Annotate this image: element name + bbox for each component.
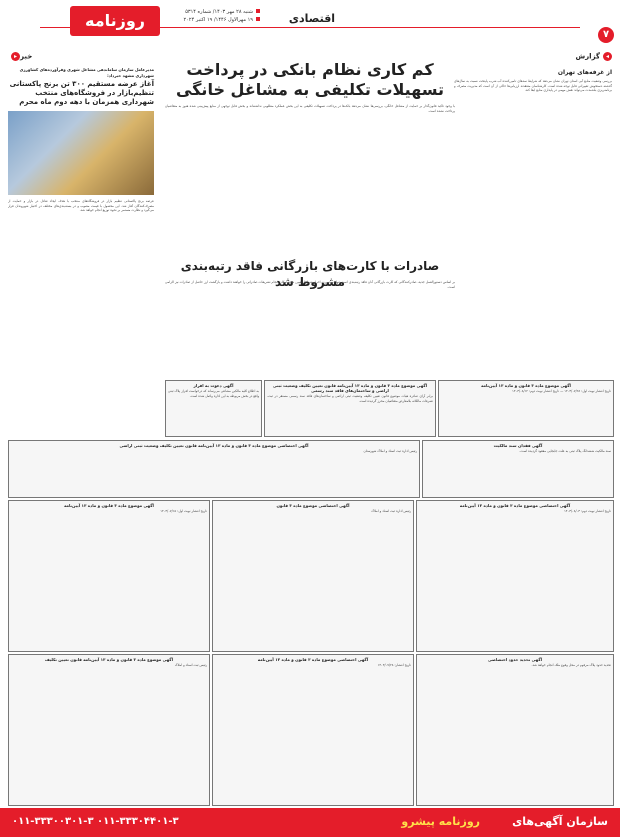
ad-body: تاریخ انتشار نوبت دوم: ۱۴۰۳/۰۸/۰۳ [564, 509, 611, 513]
ad-title: آگهی اختصاصی موضوع ماده ۳ قانون [276, 503, 350, 508]
ad-box [212, 654, 414, 806]
ad-box [8, 500, 210, 652]
ad-title: آگهی اختصاصی موضوع ماده ۳ قانون و ماده ۱۳ آیین‌نامه قانون تعیین تکلیف وضعیت ثبتی اراضی [119, 443, 309, 448]
issue-date [170, 8, 260, 24]
news-headline: آغاز عرضه مستقیم ۳۰۰ تن برنج پاکستانی تنظیم‌بازار در فروشگاه‌های منتخب شهرداری همزمان با دهه دوم ماه محرم [9, 80, 154, 107]
footer-label: سازمان آگهی‌های [512, 815, 608, 828]
ad-title: آگهی موضوع ماده ۳ قانون و ماده ۱۳ آیین‌نامه [64, 503, 154, 508]
ad-title: آگهی تحدید حدود اختصاصی [487, 657, 543, 662]
ad-body: به اطلاع کلیه مالکین مشاعی می‌رساند که درخواست افراز پلاک ثبتی واقع در بخش مربوطه به این اداره واصل شده است. [168, 389, 259, 398]
ad-box [416, 500, 614, 652]
ad-box [8, 654, 210, 806]
news-kicker: مدیرعامل سازمان ساماندهی مشاغل شهری وفرآورده‌های کشاورزی شهرداری مشهد خبرداد: [19, 67, 154, 78]
news-label-text: خبر [20, 52, 33, 61]
ads-footer-bar [0, 808, 620, 837]
ad-body: تحدید حدود پلاک مرقوم در محل وقوع ملک انجام خواهد شد. [531, 663, 611, 667]
main-article-body: با وجود تاکید قانون‌گذار بر حمایت از مشاغل خانگی، بررسی‌ها نشان می‌دهد بانک‌ها در پرداخت تسهیلات تکلیفی به این بخش عملکرد مطلوبی نداشته‌اند و بخش قابل توجهی از منابع پیش‌بینی شده هنوز به متقاضیان پرداخت نشده است. [165, 104, 455, 113]
report-label-text: گزارش [575, 52, 600, 61]
page-number: ۷ [598, 27, 614, 43]
news-label [8, 52, 154, 61]
footer-phone: ۰۱۱-۳۳۳۰۰۳۰۱-۳ ۰۱۱-۳۳۳۰۴۴۰۱-۳ [12, 816, 179, 827]
date-line-1: شنبه ۲۸ مهر ۱۴۰۳/ شماره ۵۳۱۴ [185, 9, 253, 15]
arrow-icon: ◂ [603, 52, 612, 61]
news-column [8, 52, 154, 462]
ad-title: آگهی فقدان سند مالکیت [493, 443, 543, 448]
footer-paper-name: روزنامه پیشرو [401, 815, 480, 828]
report-body: بررسی وضعیت منابع آبی استان تهران نشان می‌دهد که شرایط سدهای تامین‌کننده آب شرب پایتخت نسبت به سال‌های گذشته دستخوش تغییراتی قابل توجه شده است. کارشناسان معتقدند ارزیابی‌ها حاکی از آن است که مدیریت مصرف و برنامه‌ریزی بلندمدت می‌تواند نقش مهمی در پایداری منابع ایفا کند. [454, 79, 612, 93]
ad-body: تاریخ انتشار نوبت اول: ۱۴۰۳/۰۷/۲۸ — تاریخ انتشار نوبت دوم: ۱۴۰۳/۰۸/۱۲ [512, 389, 611, 393]
ad-box [212, 500, 414, 652]
ad-box [416, 654, 614, 806]
second-article-body: بر اساس دستورالعمل جدید، صادرکنندگانی که کارت بازرگانی آنان فاقد رتبه‌بندی است تنها در صورت احراز شرایط تعیین شده امکان انجام تشریفات صادراتی را خواهند داشت و بازگشت ارز حاصل از صادرات نیز الزامی است. [165, 280, 455, 289]
section-title: اقتصادی [288, 12, 336, 25]
newspaper-logo: روزنامه پیشرو [70, 6, 160, 36]
ad-title: آگهی اختصاصی موضوع ماده ۳ قانون و ماده ۱۳ آیین‌نامه [257, 657, 369, 662]
ad-box [264, 380, 436, 437]
ad-body: سند مالکیت ششدانگ پلاک ثبتی به علت جابجایی مفقود گردیده است. [519, 449, 611, 453]
main-headline: کم کاری نظام بانکی در پرداخت تسهیلات تکلیفی به مشاغل خانگی [175, 60, 445, 99]
ad-body: رئیس اداره ثبت اسناد و املاک [371, 509, 411, 513]
ad-title: آگهی موضوع ماده ۳ قانون و ماده ۱۳ آیین‌نامه قانون تعیین تکلیف وضعیت ثبتی اراضی و ساختمان‌های فاقد سند رسمی [272, 383, 428, 393]
ad-box [438, 380, 614, 437]
date-line-2: ۱۹ مهرالاول ۱۴۴۶/ ۱۹ اکتبر ۲۰۲۴ [183, 17, 253, 23]
report-label [454, 52, 612, 61]
ad-title: آگهی موضوع ماده ۳ قانون و ماده ۱۳ آیین‌نامه [481, 383, 571, 388]
report-kicker: از غرفه‌های تهران [557, 69, 612, 76]
ad-body: برابر آرای صادره هیات موضوع قانون تعیین تکلیف وضعیت ثبتی اراضی و ساختمان‌های فاقد سند رسمی مستقر در ثبت، تصرفات مالکانه بلامعارض متقاضیان محرز گردیده است. [267, 394, 433, 403]
news-body: عرضه برنج پاکستانی تنظیم بازار در فروشگاه‌های منتخب با هدف ایجاد تعادل در بازار و حمایت از مصرف‌کنندگان آغاز شد. این محصول با قیمت مصوب و در بسته‌بندی‌های مختلف در اختیار شهروندان قرار می‌گیرد و نظارت مستمر بر نحوه توزیع انجام خواهد شد. [8, 199, 154, 213]
rice-photo [8, 111, 154, 195]
second-headline: صادرات با کارت‌های بازرگانی فاقد رتبه‌بندی مشروط شد [180, 259, 440, 289]
arrow-icon: ▸ [11, 52, 20, 61]
ad-title: آگهی موضوع ماده ۳ قانون و ماده ۱۳ آیین‌نامه قانون تعیین تکلیف [45, 657, 173, 662]
ad-title: آگهی دعوت به افراز [193, 383, 234, 388]
ad-title: آگهی اختصاصی موضوع ماده ۳ قانون و ماده ۱۳ آیین‌نامه [459, 503, 571, 508]
ad-box [8, 440, 420, 498]
bullet-icon [256, 17, 260, 21]
ad-body: تاریخ انتشار: ۱۴۰۳/۰۷/۲۸ [377, 663, 411, 667]
ad-box [165, 380, 262, 437]
bullet-icon [256, 9, 260, 13]
ad-body: رئیس ثبت اسناد و املاک [174, 663, 207, 667]
ad-body: رئیس اداره ثبت اسناد و املاک شهرستان [363, 449, 417, 453]
ad-box [422, 440, 614, 498]
ad-body: تاریخ انتشار نوبت اول: ۱۴۰۳/۰۷/۱۵ [160, 509, 207, 513]
